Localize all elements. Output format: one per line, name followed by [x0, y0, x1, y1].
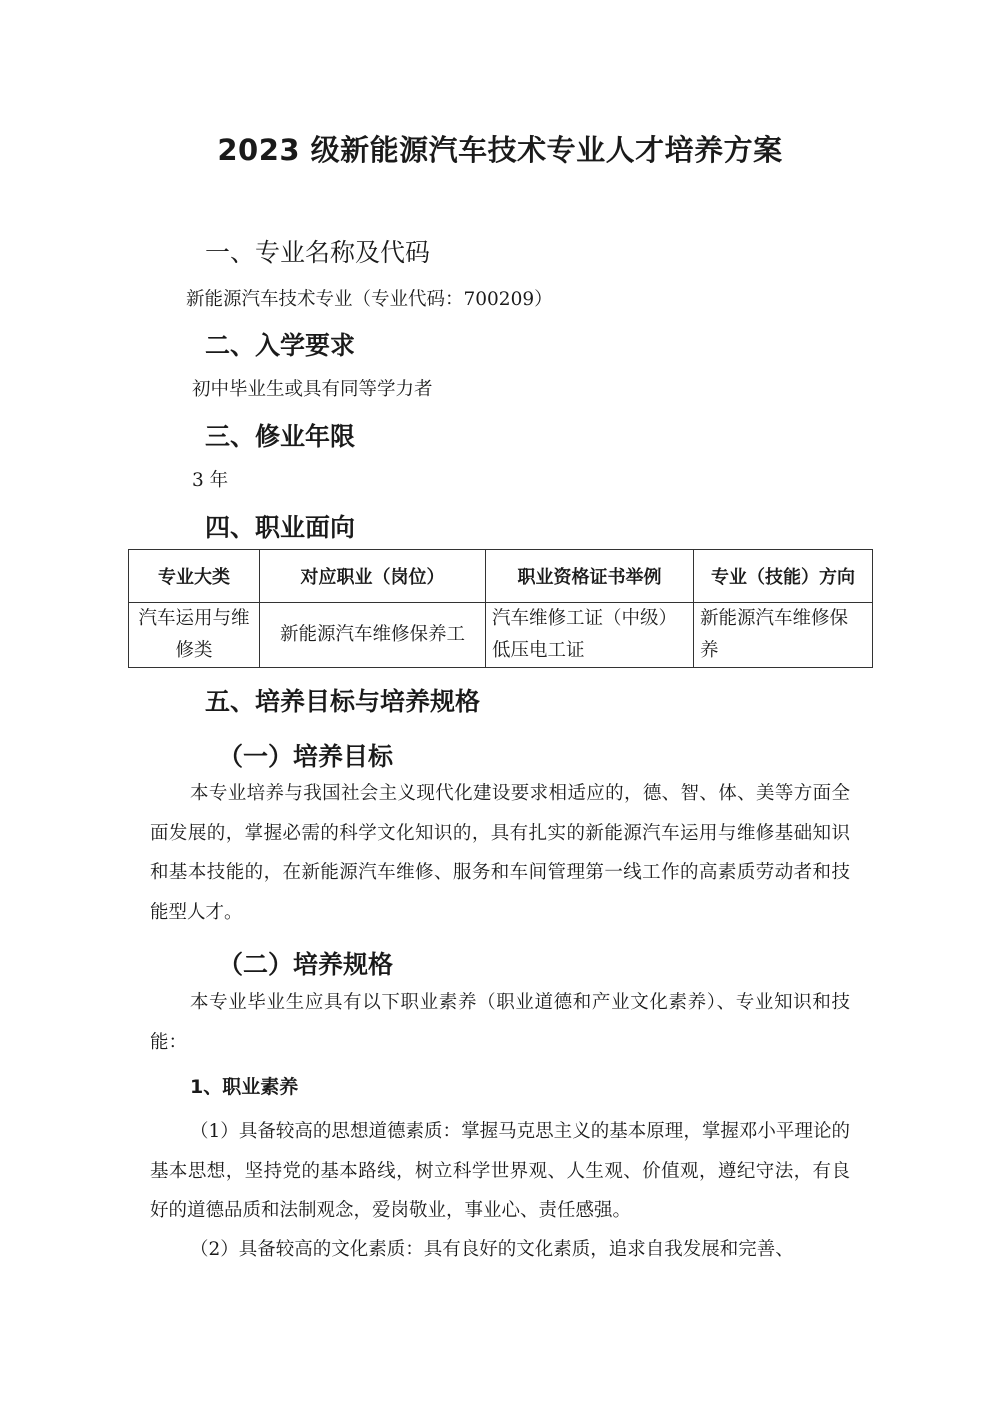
- section-2-body: 初中毕业生或具有同等学力者: [192, 379, 433, 400]
- table-header-cell: 专业大类: [129, 550, 260, 603]
- career-table: [128, 549, 873, 668]
- item-paragraph: （2）具备较高的文化素质：具有良好的文化素质，追求自我发展和完善、: [190, 1239, 794, 1260]
- section-4-heading: 四、职业面向: [205, 513, 356, 542]
- table-row: [129, 603, 873, 668]
- section-2-heading: 二、入学要求: [205, 331, 356, 360]
- section-3-body: 3 年: [192, 470, 229, 491]
- table-header-row: [129, 550, 873, 603]
- subsection-spec-body: 本专业毕业生应具有以下职业素养（职业道德和产业文化素养）、专业知识和技能：: [150, 992, 850, 1053]
- item-heading: 1、职业素养: [190, 1076, 299, 1098]
- document-title: 2023 级新能源汽车技术专业人才培养方案: [217, 133, 783, 167]
- table-cell: 新能源汽车维修保养: [694, 603, 873, 668]
- table-cell: 汽车运用与维修类: [129, 603, 260, 668]
- section-3-heading: 三、修业年限: [205, 422, 356, 451]
- table-cell: 新能源汽车维修保养工: [260, 603, 486, 668]
- table-header-cell: 职业资格证书举例: [486, 550, 694, 603]
- table-cell: 汽车维修工证（中级）低压电工证: [486, 603, 694, 668]
- table-header-cell: 专业（技能）方向: [694, 550, 873, 603]
- section-1-heading: 一、专业名称及代码: [205, 238, 431, 267]
- subsection-goal-body: 本专业培养与我国社会主义现代化建设要求相适应的，德、智、体、美等方面全面发展的，掌握必需的科学文化知识的，具有扎实的新能源汽车运用与维修基础知识和基本技能的，在新能源汽车维修、服务和车间管理第一线工作的高素质劳动者和技能型人才。: [150, 783, 850, 923]
- table-header-cell: 对应职业（岗位）: [260, 550, 486, 603]
- item-paragraph: （1）具备较高的思想道德素质：掌握马克思主义的基本原理，掌握邓小平理论的基本思想，坚持党的基本路线，树立科学世界观、人生观、价值观，遵纪守法，有良好的道德品质和法制观念，爱岗敬业，事业心、责任感强。: [150, 1121, 850, 1221]
- section-5-heading: 五、培养目标与培养规格: [205, 687, 481, 716]
- subsection-spec-heading: （二）培养规格: [218, 950, 394, 979]
- section-1-body: 新能源汽车技术专业（专业代码：700209）: [186, 289, 553, 310]
- subsection-goal-heading: （一）培养目标: [218, 742, 394, 771]
